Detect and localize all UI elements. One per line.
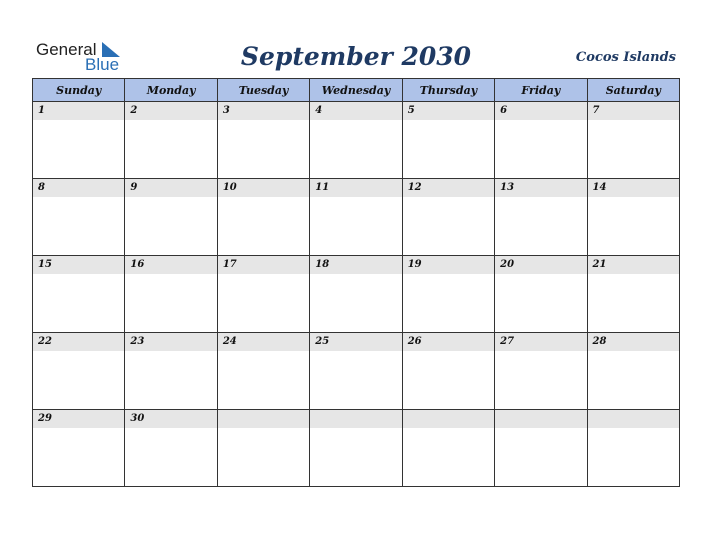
day-cell-empty	[310, 410, 402, 487]
logo-word-blue: Blue	[85, 55, 120, 74]
day-number: 15	[33, 256, 124, 274]
day-cell	[587, 256, 679, 333]
day-number: 21	[588, 256, 679, 274]
day-number: 28	[588, 333, 679, 351]
day-number: 14	[588, 179, 679, 197]
day-cell-empty	[402, 410, 494, 487]
day-cell	[125, 179, 217, 256]
day-number: 8	[33, 179, 124, 197]
day-number: 7	[588, 102, 679, 120]
week-row	[33, 333, 680, 410]
day-cell	[310, 333, 402, 410]
day-cell	[310, 256, 402, 333]
weekday-friday: Friday	[495, 79, 587, 102]
day-cell	[125, 410, 217, 487]
weekday-thursday: Thursday	[402, 79, 494, 102]
day-number: 3	[218, 102, 309, 120]
day-number: 17	[218, 256, 309, 274]
day-number: 30	[125, 410, 216, 428]
day-cell	[587, 333, 679, 410]
region-label: Cocos Islands	[575, 50, 676, 65]
day-number: 9	[125, 179, 216, 197]
logo	[36, 40, 126, 74]
day-cell	[402, 102, 494, 179]
weekday-saturday: Saturday	[587, 79, 679, 102]
day-number: 18	[310, 256, 401, 274]
day-cell	[495, 333, 587, 410]
day-cell-empty	[495, 410, 587, 487]
weekday-wednesday: Wednesday	[310, 79, 402, 102]
week-row	[33, 256, 680, 333]
weekday-tuesday: Tuesday	[217, 79, 309, 102]
day-number: 11	[310, 179, 401, 197]
day-number: 29	[33, 410, 124, 428]
day-cell	[33, 410, 125, 487]
day-cell	[587, 179, 679, 256]
day-number: 25	[310, 333, 401, 351]
day-number	[310, 410, 401, 428]
day-cell	[217, 102, 309, 179]
week-row	[33, 410, 680, 487]
day-cell	[33, 333, 125, 410]
day-number	[403, 410, 494, 428]
day-cell	[402, 256, 494, 333]
day-number	[218, 410, 309, 428]
day-number: 19	[403, 256, 494, 274]
weekday-sunday: Sunday	[33, 79, 125, 102]
day-number: 5	[403, 102, 494, 120]
day-cell	[402, 179, 494, 256]
day-cell	[125, 256, 217, 333]
day-cell-empty	[217, 410, 309, 487]
day-number: 1	[33, 102, 124, 120]
week-row	[33, 102, 680, 179]
day-number	[495, 410, 586, 428]
day-cell	[33, 179, 125, 256]
day-number: 22	[33, 333, 124, 351]
day-cell	[125, 333, 217, 410]
day-number: 16	[125, 256, 216, 274]
day-cell	[125, 102, 217, 179]
day-cell	[402, 333, 494, 410]
day-number: 27	[495, 333, 586, 351]
day-number: 12	[403, 179, 494, 197]
day-cell	[33, 102, 125, 179]
day-number: 23	[125, 333, 216, 351]
day-number: 13	[495, 179, 586, 197]
day-cell	[495, 179, 587, 256]
day-number: 6	[495, 102, 586, 120]
day-cell	[33, 256, 125, 333]
weekday-monday: Monday	[125, 79, 217, 102]
page-title: September 2030	[240, 42, 472, 71]
day-cell	[310, 102, 402, 179]
day-number: 26	[403, 333, 494, 351]
week-row	[33, 179, 680, 256]
day-number	[588, 410, 679, 428]
day-cell	[310, 179, 402, 256]
day-number: 4	[310, 102, 401, 120]
day-cell	[495, 102, 587, 179]
day-cell	[495, 256, 587, 333]
day-cell-empty	[587, 410, 679, 487]
day-number: 10	[218, 179, 309, 197]
day-cell	[587, 102, 679, 179]
day-number: 20	[495, 256, 586, 274]
day-number: 24	[218, 333, 309, 351]
logo-word-general: General	[36, 40, 97, 59]
day-cell	[217, 179, 309, 256]
weekday-header-row	[33, 79, 680, 102]
day-cell	[217, 333, 309, 410]
day-number: 2	[125, 102, 216, 120]
day-cell	[217, 256, 309, 333]
calendar-grid	[32, 78, 680, 487]
